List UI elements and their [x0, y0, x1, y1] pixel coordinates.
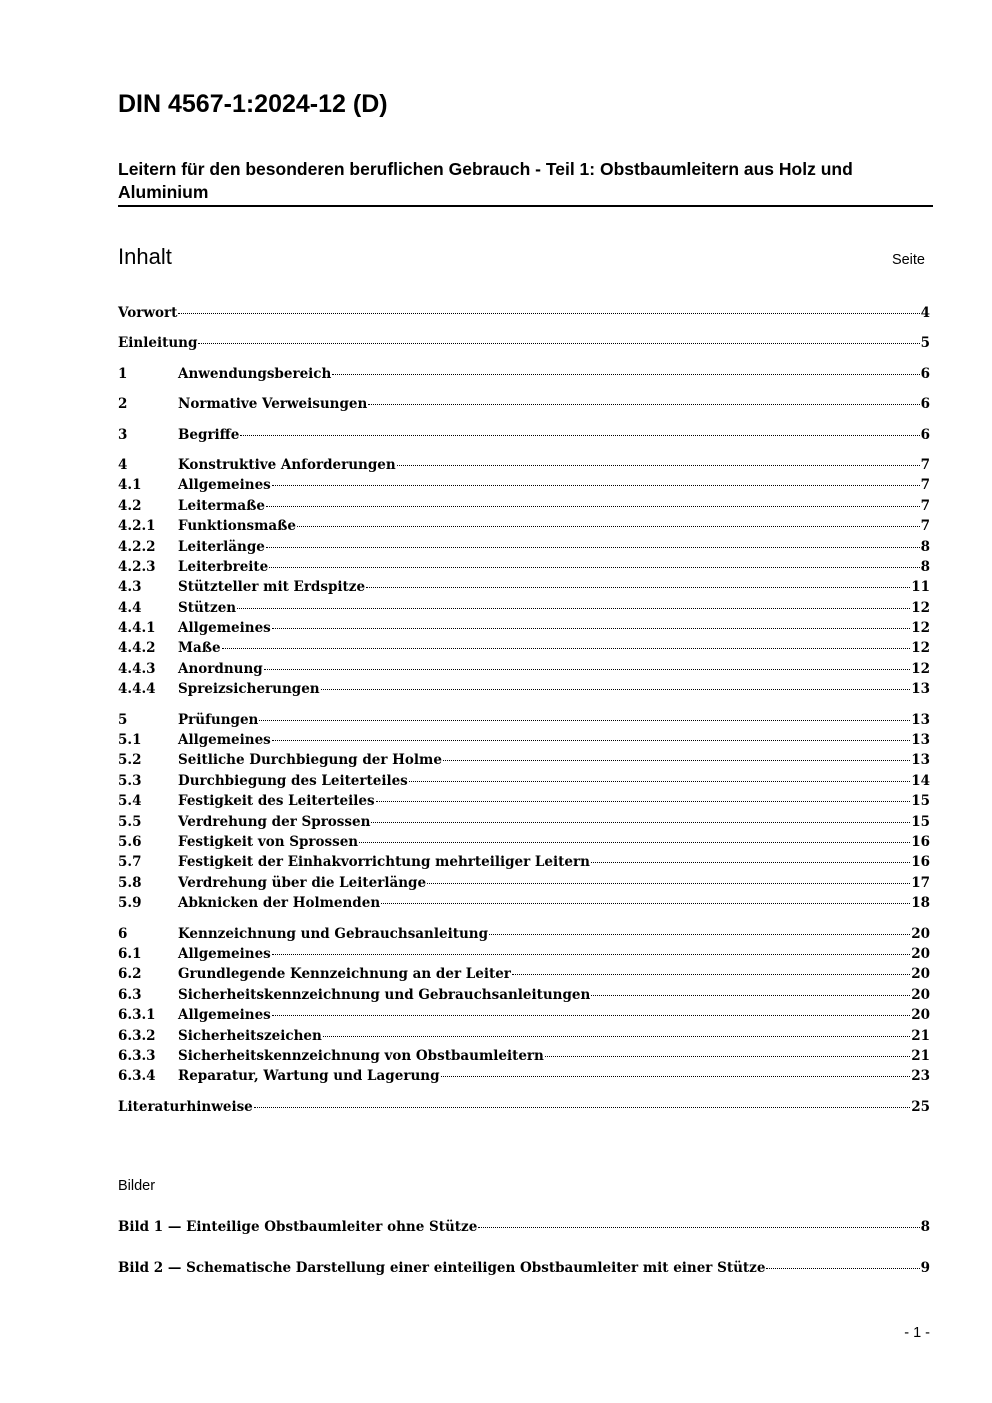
- toc-entry-page: 6: [920, 396, 930, 413]
- toc-entry-title: Stützteller mit Erdspitze: [178, 579, 366, 596]
- toc-entry[interactable]: [118, 496, 930, 516]
- toc-dot-leader: [443, 759, 910, 761]
- figure-entry-page: 8: [920, 1219, 930, 1235]
- toc-entry-number: 4.2.2: [118, 538, 156, 555]
- toc-entry[interactable]: [118, 750, 930, 770]
- toc-entry-number: 5.7: [118, 854, 142, 871]
- toc-entry-page: 20: [911, 966, 930, 983]
- toc-entry-title: Sicherheitskennzeichnung und Gebrauchsanleitungen: [178, 986, 591, 1003]
- toc-entry-number: 5.9: [118, 895, 142, 912]
- toc-entry[interactable]: [118, 771, 930, 791]
- toc-entry-number: 4.2: [118, 497, 142, 514]
- toc-entry[interactable]: [118, 425, 930, 445]
- toc-entry[interactable]: [118, 710, 930, 730]
- toc-entry-page: 23: [911, 1068, 930, 1085]
- toc-entry[interactable]: [118, 659, 930, 679]
- toc-entry-number: 6.3: [118, 986, 142, 1003]
- toc-dot-leader: [237, 607, 910, 609]
- toc-entry-title: Durchbiegung des Leiterteiles: [178, 772, 408, 789]
- toc-entry-page: 11: [911, 579, 930, 596]
- toc-dot-leader: [240, 434, 919, 436]
- toc-entry-number: 5.4: [118, 793, 142, 810]
- toc-entry-number: 5.6: [118, 833, 142, 850]
- toc-entry-title: Sicherheitszeichen: [178, 1027, 322, 1044]
- toc-entry-page: 16: [911, 854, 930, 871]
- toc-entry-number: 6.2: [118, 966, 142, 983]
- toc-dot-leader: [259, 719, 910, 721]
- toc-dot-leader: [266, 505, 920, 507]
- toc-entry-title: Vorwort: [118, 305, 178, 321]
- toc-entry-title: Leiterbreite: [178, 558, 269, 575]
- toc-dot-leader: [371, 821, 910, 823]
- toc-entry-page: 20: [911, 945, 930, 962]
- toc-entry-page: 12: [911, 599, 930, 616]
- toc-dot-leader: [332, 373, 919, 375]
- toc-entry[interactable]: [118, 577, 930, 597]
- toc-entry-title: Stützen: [178, 599, 237, 616]
- toc-entry-page: 12: [911, 640, 930, 657]
- toc-entry[interactable]: [118, 333, 930, 353]
- toc-dot-leader: [376, 800, 911, 802]
- toc-entry-title: Funktionsmaße: [178, 518, 296, 535]
- toc-dot-leader: [381, 902, 910, 904]
- toc-entry[interactable]: [118, 964, 930, 984]
- toc-entry[interactable]: [118, 475, 930, 495]
- toc-dot-leader: [264, 668, 910, 670]
- toc-entry-title: Spreizsicherungen: [178, 681, 320, 698]
- toc-dot-leader: [366, 586, 910, 588]
- toc-entry[interactable]: [118, 557, 930, 577]
- toc-entry-page: 20: [911, 925, 930, 942]
- toc-entry[interactable]: [118, 873, 930, 893]
- toc-entry[interactable]: [118, 303, 930, 323]
- figure-entry[interactable]: [118, 1258, 930, 1278]
- toc-page-column-label: Seite: [891, 252, 925, 268]
- toc-entry-page: 5: [920, 335, 930, 352]
- toc-entry-page: 8: [920, 538, 930, 555]
- toc-entry-page: 12: [911, 660, 930, 677]
- toc-entry-title: Verdrehung über die Leiterlänge: [178, 874, 427, 891]
- toc-entry-page: 6: [920, 365, 930, 382]
- toc-dot-leader: [272, 1014, 910, 1016]
- toc-entry-number: 5.8: [118, 874, 142, 891]
- toc-dot-leader: [489, 933, 910, 935]
- toc-entry[interactable]: [118, 516, 930, 536]
- toc-entry-title: Allgemeines: [178, 620, 271, 637]
- toc-entry[interactable]: [118, 364, 930, 384]
- toc-entry-number: 4.1: [118, 477, 142, 494]
- toc-entry-number: 5: [118, 711, 128, 728]
- toc-entry-title: Leitermaße: [178, 497, 266, 514]
- toc-entry-title: Abknicken der Holmenden: [178, 895, 381, 912]
- toc-entry-title: Reparatur, Wartung und Lagerung: [178, 1068, 440, 1085]
- toc-entry-page: 13: [911, 752, 930, 769]
- document-title: Leitern für den besonderen beruflichen Gebrauch - Teil 1: Obstbaumleitern aus Holz und Aluminium: [118, 158, 933, 207]
- toc-entry-title: Grundlegende Kennzeichnung an der Leiter: [178, 966, 511, 983]
- toc-entry-number: 5.1: [118, 732, 142, 749]
- toc-entry-title: Verdrehung der Sprossen: [178, 813, 371, 830]
- toc-entry-number: 4.3: [118, 579, 142, 596]
- toc-entry[interactable]: [118, 1026, 930, 1046]
- toc-entry-number: 1: [118, 365, 128, 382]
- toc-entry-number: 6.1: [118, 945, 142, 962]
- toc-dot-leader: [254, 1106, 910, 1108]
- toc-dot-leader: [545, 1055, 910, 1057]
- toc-entry-page: 18: [911, 895, 930, 912]
- toc-entry-title: Leiterlänge: [178, 538, 265, 555]
- toc-entry-title: Allgemeines: [178, 945, 271, 962]
- toc-entry-number: 6.3.3: [118, 1047, 156, 1064]
- figure-entry-page: 9: [920, 1260, 930, 1277]
- toc-dot-leader: [441, 1075, 911, 1077]
- toc-entry[interactable]: [118, 638, 930, 658]
- toc-entry-title: Festigkeit des Leiterteiles: [178, 793, 375, 810]
- toc-entry-page: 13: [911, 681, 930, 698]
- toc-dot-leader: [323, 1035, 910, 1037]
- toc-entry-page: 25: [911, 1098, 930, 1115]
- figures-heading: Bilder: [118, 1178, 156, 1194]
- toc-entry[interactable]: [118, 812, 930, 832]
- toc-entry-page: 12: [911, 620, 930, 637]
- toc-entry-number: 4.2.3: [118, 558, 156, 575]
- toc-entry-title: Prüfungen: [178, 711, 259, 728]
- toc-dot-leader: [591, 994, 910, 996]
- toc-entry-number: 2: [118, 396, 128, 413]
- toc-entry[interactable]: [118, 537, 930, 557]
- figure-dot-leader: [766, 1267, 919, 1269]
- toc-entry-number: 6.3.4: [118, 1068, 156, 1085]
- toc-dot-leader: [368, 403, 919, 405]
- toc-entry[interactable]: [118, 985, 930, 1005]
- toc-dot-leader: [272, 953, 910, 955]
- toc-entry-title: Anwendungsbereich: [178, 365, 332, 382]
- toc-entry-title: Anordnung: [178, 660, 263, 677]
- figure-dot-leader: [478, 1226, 919, 1228]
- toc-entry[interactable]: [118, 598, 930, 618]
- toc-dot-leader: [359, 841, 910, 843]
- toc-entry-page: 20: [911, 1007, 930, 1024]
- toc-entry[interactable]: [118, 1005, 930, 1025]
- toc-entry-title: Allgemeines: [178, 1007, 271, 1024]
- toc-entry-page: 17: [911, 874, 930, 891]
- toc-entry[interactable]: [118, 1046, 930, 1066]
- toc-entry-page: 14: [911, 772, 930, 789]
- toc-entry-number: 4.4: [118, 599, 142, 616]
- toc-entry-title: Konstruktive Anforderungen: [178, 456, 396, 473]
- toc-entry-page: 6: [920, 426, 930, 443]
- toc-entry-number: 6.3.1: [118, 1007, 156, 1024]
- page-number: - 1 -: [904, 1325, 930, 1341]
- toc-entry-number: 4.2.1: [118, 518, 156, 535]
- figure-entry-title: Bild 2 — Schematische Darstellung einer einteiligen Obstbaumleiter mit einer Stütze: [118, 1260, 766, 1277]
- toc-entry[interactable]: [118, 924, 930, 944]
- toc-entry-page: 20: [911, 986, 930, 1003]
- toc-dot-leader: [272, 627, 910, 629]
- toc-entry-page: 13: [911, 711, 930, 728]
- toc-entry[interactable]: [118, 791, 930, 811]
- toc-entry[interactable]: [118, 1066, 930, 1086]
- toc-entry-number: 5.3: [118, 772, 142, 789]
- toc-dot-leader: [397, 464, 920, 466]
- toc-dot-leader: [266, 546, 920, 548]
- toc-entry-page: 16: [911, 833, 930, 850]
- toc-entry-title: Kennzeichnung und Gebrauchsanleitung: [178, 925, 489, 942]
- toc-entry-page: 7: [920, 497, 930, 514]
- toc-entry-title: Einleitung: [118, 335, 198, 352]
- toc-entry[interactable]: [118, 832, 930, 852]
- toc-dot-leader: [409, 780, 910, 782]
- table-of-contents: [118, 303, 930, 1117]
- toc-entry-page: 7: [920, 477, 930, 494]
- list-of-figures: [118, 1217, 930, 1279]
- toc-dot-leader: [272, 484, 920, 486]
- toc-entry-page: 21: [911, 1047, 930, 1064]
- toc-entry-page: 13: [911, 732, 930, 749]
- toc-entry[interactable]: [118, 944, 930, 964]
- toc-entry-number: 6.3.2: [118, 1027, 156, 1044]
- toc-entry-number: 6: [118, 925, 128, 942]
- toc-entry[interactable]: [118, 618, 930, 638]
- toc-entry[interactable]: [118, 1097, 930, 1117]
- toc-dot-leader: [427, 882, 910, 884]
- toc-entry-title: Festigkeit von Sprossen: [178, 833, 359, 850]
- toc-entry-title: Literaturhinweise: [118, 1098, 253, 1115]
- toc-heading: Inhalt: [118, 244, 172, 269]
- toc-entry[interactable]: [118, 893, 930, 913]
- toc-entry-number: 4: [118, 456, 128, 473]
- toc-dot-leader: [321, 688, 911, 690]
- toc-dot-leader: [198, 342, 919, 344]
- toc-entry-number: 4.4.1: [118, 620, 156, 637]
- toc-entry-page: 4: [920, 305, 930, 321]
- toc-entry-number: 4.4.2: [118, 640, 156, 657]
- toc-entry-number: 4.4.3: [118, 660, 156, 677]
- figure-entry[interactable]: [118, 1217, 930, 1237]
- document-id: DIN 4567-1:2024-12 (D): [118, 90, 388, 118]
- toc-dot-leader: [178, 312, 919, 314]
- toc-entry-title: Normative Verweisungen: [178, 396, 368, 413]
- toc-entry-title: Allgemeines: [178, 477, 271, 494]
- toc-entry-title: Festigkeit der Einhakvorrichtung mehrteiliger Leitern: [178, 854, 590, 871]
- toc-entry[interactable]: [118, 394, 930, 414]
- toc-entry-page: 15: [911, 793, 930, 810]
- toc-entry-title: Maße: [178, 640, 221, 657]
- toc-dot-leader: [512, 973, 910, 975]
- toc-entry-number: 5.2: [118, 752, 142, 769]
- toc-entry[interactable]: [118, 852, 930, 872]
- toc-entry-page: 21: [911, 1027, 930, 1044]
- toc-entry-title: Seitliche Durchbiegung der Holme: [178, 752, 442, 769]
- toc-entry[interactable]: [118, 455, 930, 475]
- toc-entry-number: 5.5: [118, 813, 142, 830]
- toc-dot-leader: [222, 647, 911, 649]
- toc-entry-title: Begriffe: [178, 426, 240, 443]
- toc-dot-leader: [272, 739, 910, 741]
- toc-entry-number: 4.4.4: [118, 681, 156, 698]
- toc-entry-page: 7: [920, 518, 930, 535]
- toc-entry-number: 3: [118, 426, 128, 443]
- toc-entry-page: 15: [911, 813, 930, 830]
- toc-entry[interactable]: [118, 679, 930, 699]
- toc-entry-page: 7: [920, 456, 930, 473]
- toc-dot-leader: [297, 525, 920, 527]
- toc-entry-title: Sicherheitskennzeichnung von Obstbaumleitern: [178, 1047, 544, 1064]
- toc-dot-leader: [591, 861, 910, 863]
- toc-entry-title: Allgemeines: [178, 732, 271, 749]
- toc-entry-page: 8: [920, 558, 930, 575]
- toc-entry[interactable]: [118, 730, 930, 750]
- figure-entry-title: Bild 1 — Einteilige Obstbaumleiter ohne Stütze: [118, 1219, 478, 1235]
- toc-dot-leader: [269, 566, 919, 568]
